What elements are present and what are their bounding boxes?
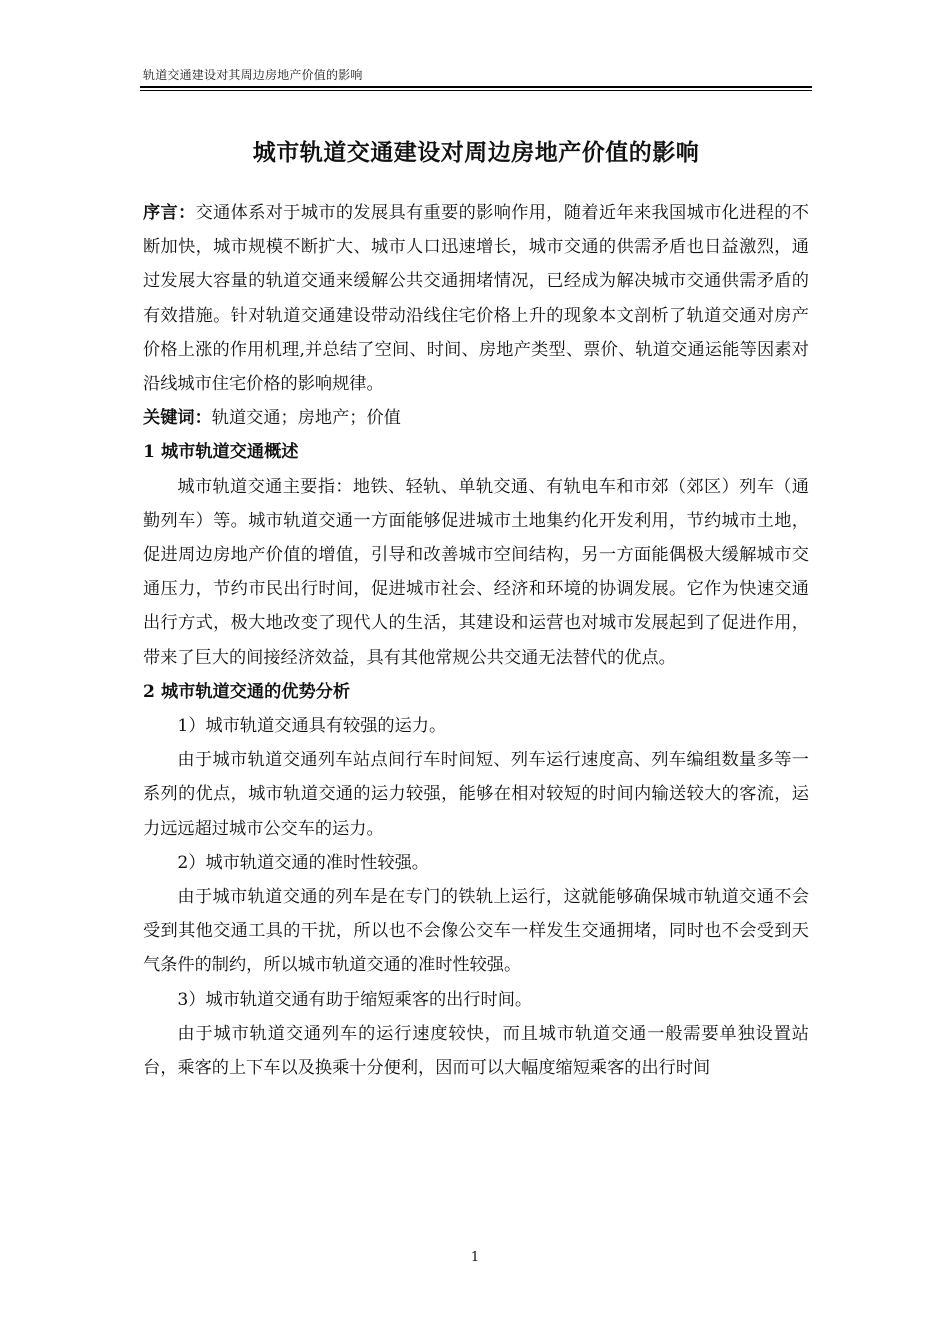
point-1-paragraph: 由于城市轨道交通列车站点间行车时间短、列车运行速度高、列车编组数量多等一系列的优点，城市轨道交通的运力较强，能够在相对较短的时间内输送较大的客流，运力远远超过城市公交车的运力。 bbox=[143, 750, 809, 839]
section-2-heading: 2 城市轨道交通的优势分析 bbox=[143, 681, 351, 702]
preface-text: 交通体系对于城市的发展具有重要的影响作用，随着近年来我国城市化进程的不断加快，城市规模不断扩大、城市人口迅速增长，城市交通的供需矛盾也日益激烈，通过发展大容量的轨道交通来缓解公共交通拥堵情况，已经成为解决城市交通供需矛盾的有效措施。针对轨道交通建设带动沿线住宅价格上升的现象本文剖析了轨道交通对房产价格上涨的作用机理,并总结了空间、时间、房地产类型、票价、轨道交通运能等因素对沿线城市住宅价格的影响规律。 bbox=[143, 203, 809, 395]
section-1-heading: 1 城市轨道交通概述 bbox=[143, 442, 299, 463]
preface-label: 序言： bbox=[143, 203, 196, 223]
keywords-text: 轨道交通；房地产；价值 bbox=[211, 408, 401, 429]
point-1-title: 1）城市轨道交通具有较强的运力。 bbox=[177, 716, 447, 737]
document-title: 城市轨道交通建设对周边房地产价值的影响 bbox=[252, 139, 700, 166]
running-header: 轨道交通建设对其周边房地产价值的影响 bbox=[143, 68, 363, 82]
keywords-label: 关键词： bbox=[143, 408, 212, 429]
header-rule-secondary bbox=[140, 90, 812, 91]
page-number: 1 bbox=[470, 1250, 480, 1265]
document-body bbox=[143, 196, 809, 1085]
point-2-paragraph: 由于城市轨道交通的列车是在专门的铁轨上运行，这就能够确保城市轨道交通不会受到其他交通工具的干扰，所以也不会像公交车一样发生交通拥堵，同时也不会受到天气条件的制约，所以城市轨道交通的准时性较强。 bbox=[143, 887, 809, 976]
point-3-title: 3）城市轨道交通有助于缩短乘客的出行时间。 bbox=[177, 989, 533, 1010]
header-rule bbox=[140, 86, 812, 88]
section-1-paragraph: 城市轨道交通主要指：地铁、轻轨、单轨交通、有轨电车和市郊（郊区）列车（通勤列车）等。城市轨道交通一方面能够促进城市土地集约化开发利用，节约城市土地，促进周边房地产价值的增值，引导和改善城市空间结构，另一方面能偶极大缓解城市交通压力，节约市民出行时间，促进城市社会、经济和环境的协调发展。它作为快速交通出行方式，极大地改变了现代人的生活，其建设和运营也对城市发展起到了促进作用，带来了巨大的间接经济效益，具有其他常规公共交通无法替代的优点。 bbox=[143, 476, 809, 668]
point-2-title: 2）城市轨道交通的准时性较强。 bbox=[177, 852, 429, 873]
point-3-paragraph: 由于城市轨道交通列车的运行速度较快，而且城市轨道交通一般需要单独设置站台，乘客的上下车以及换乘十分便利，因而可以大幅度缩短乘客的出行时间 bbox=[143, 1023, 809, 1079]
preface-paragraph bbox=[143, 196, 809, 401]
keywords-line bbox=[143, 401, 809, 435]
